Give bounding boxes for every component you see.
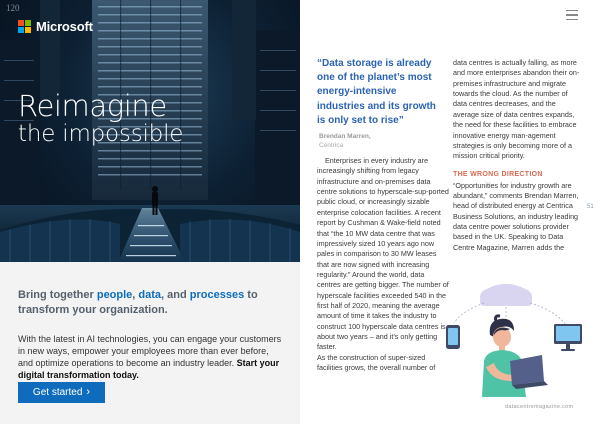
page-number-left: 120 [6, 3, 20, 13]
hamburger-menu-icon[interactable] [566, 10, 578, 20]
page-number-right: 51 [587, 204, 594, 210]
get-started-button[interactable] [18, 382, 105, 403]
ad-title-processes: processes [189, 289, 245, 301]
quote-author: Brendan Marren, [319, 133, 371, 140]
ad-body-text: With the latest in AI technologies, you can engage your customers in new ways, empower your employees more than ever before, and optimize operations to become an industry leader. [18, 334, 282, 368]
headline-line-1: Reimagine [18, 89, 167, 123]
ad-headline [18, 89, 184, 147]
paragraph: “Opportunities for industry growth are abundant,” comments Brendan Marren, head of distributed energy at Centrica Business Solutions, an industry leading data centre power solutions provider based in the UK. Speaking to Data Centre Magazine, Marren adds the [453, 180, 579, 252]
section-subhead: THE WRONG DIRECTION [453, 170, 543, 178]
paragraph: data centres is actually falling, as more and more enterprises abandon their on-premises infrastructure and migrate towards the cloud. As the number of data centres decreases, and the average size of data centres expands, the need for these facilities to embrace innovative energy man-agement strategies is only becoming more of a mission critical priority. [453, 58, 580, 161]
ad-body [18, 334, 286, 382]
ad-title [18, 288, 286, 317]
brand-name: Microsoft [36, 19, 93, 34]
quote-organization: Centrica [319, 142, 344, 149]
ad-title-sep: , [132, 289, 139, 301]
ad-title-sep: , and [161, 289, 190, 301]
site-url: datacentremagazine.com [505, 404, 574, 410]
ad-title-text: Bring together [18, 289, 97, 301]
laptop-icon [510, 355, 548, 389]
ad-title-people: people [96, 289, 133, 301]
monitor-icon [554, 324, 582, 351]
ad-body-cta-text: Start your digital transformation today. [18, 357, 280, 380]
headline-line-2: the impossible [18, 121, 184, 147]
article-column-2 [453, 58, 583, 253]
paragraph: Enterprises in every industry are increasingly shifting from legacy infrastructure and on-premises data centre solutions to hyperscale-sup-ported public cloud, or increasingly sizable enterprise colocation facilities. A recent report by Cushman & Wake-field noted that “the 10 MW data centre that was impressively sized 10 years ago now pales in comparison to 30 MW leases that are now signed with increasing regularity.” Around the world, data centres are getting bigger. The number of hyperscale facilities exceeded 540 in the first half of 2020, meaning the average amount of time it takes the industry to construct 100 hyperscale data centres is about two years – and it’s only getting faster. [317, 156, 449, 352]
ad-copy [18, 288, 286, 382]
person-figure [482, 316, 548, 397]
ad-title-text: to transform your organization. [18, 289, 258, 316]
chevron-right-icon: › [86, 386, 91, 398]
get-started-label: Get started [32, 387, 83, 398]
pull-quote: “Data storage is already one of the planet’s most energy-intensive industries and its growth is only set to rise” [317, 58, 436, 126]
article-column-1 [317, 156, 449, 374]
phone-icon [446, 325, 460, 349]
microsoft-logo-icon [18, 20, 31, 33]
ad-title-data: data [138, 289, 162, 301]
microsoft-logo [18, 19, 93, 34]
paragraph: As the construction of super-sized facilities grows, the overall number of [317, 352, 436, 373]
cloud-icon [480, 284, 532, 306]
person-with-laptop-illustration [440, 277, 590, 397]
